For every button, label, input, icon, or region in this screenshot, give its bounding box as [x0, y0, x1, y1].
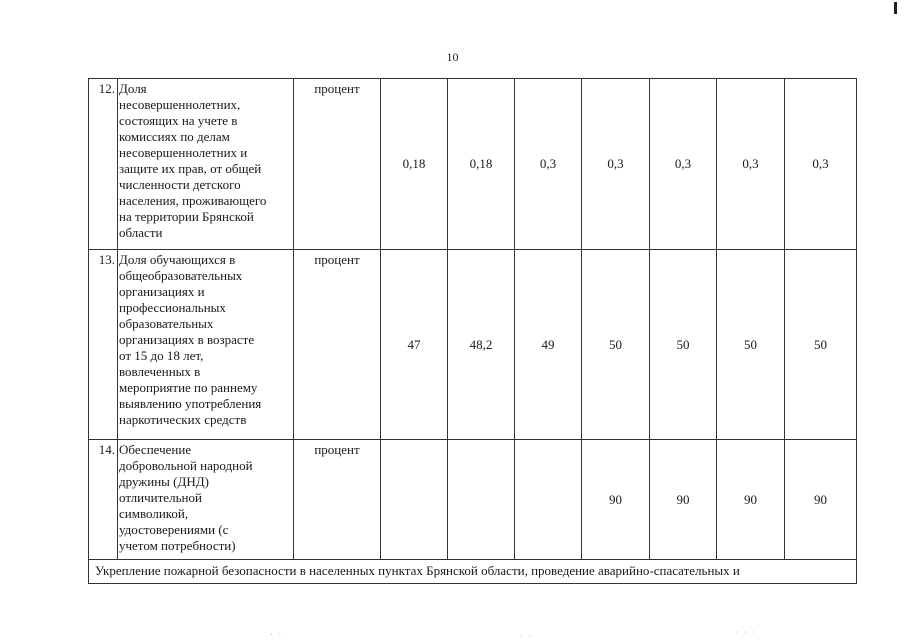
- value-cell: 90: [717, 440, 785, 560]
- value-cell: 90: [650, 440, 717, 560]
- indicator-name: Доля несовершеннолетних, состоящих на учете в комиссиях по делам несовершеннолетних и защите их прав, от общей численности детского населения, проживающего на территории Брянской области: [119, 81, 267, 240]
- value-cell: 90: [785, 440, 857, 560]
- value-cell: 0,3: [717, 79, 785, 250]
- scan-noise: · ·: [270, 630, 284, 639]
- value-cell: 0,3: [515, 79, 582, 250]
- unit-cell: процент: [294, 79, 381, 250]
- indicator-name-cell: [118, 79, 294, 250]
- value-cell: 49: [515, 250, 582, 440]
- scan-noise: · ·: [520, 632, 534, 641]
- indicator-name-cell: [118, 440, 294, 560]
- table-row: [89, 440, 857, 560]
- value-cell: 0,3: [785, 79, 857, 250]
- indicator-name: Доля обучающихся в общеобразовательных организациях и профессиональных образовательных организациях в возрасте от 15 до 18 лет, вовлеченных в мероприятие по раннему выявлению употребления наркотических средств: [119, 252, 262, 427]
- scan-corner-mark: [894, 2, 897, 14]
- section-heading-row: [89, 560, 857, 584]
- unit-cell: процент: [294, 440, 381, 560]
- value-cell: 50: [717, 250, 785, 440]
- value-cell: 0,18: [381, 79, 448, 250]
- indicator-name: Обеспечение добровольной народной дружины (ДНД) отличительной символикой, удостоверениями (с учетом потребности): [119, 442, 253, 553]
- value-cell: 90: [582, 440, 650, 560]
- table-row: [89, 250, 857, 440]
- value-cell: 0,3: [582, 79, 650, 250]
- row-number: 12.: [89, 79, 118, 250]
- table-row: [89, 79, 857, 250]
- page-number: 10: [446, 50, 459, 64]
- value-cell: 50: [582, 250, 650, 440]
- scan-noise: · · ·: [735, 628, 757, 637]
- section-heading: Укрепление пожарной безопасности в населенных пунктах Брянской области, проведение аварийно-спасательных и: [89, 560, 857, 584]
- value-cell: 50: [650, 250, 717, 440]
- value-cell: 48,2: [448, 250, 515, 440]
- row-number: 14.: [89, 440, 118, 560]
- value-cell: [381, 440, 448, 560]
- unit-cell: процент: [294, 250, 381, 440]
- indicator-name-cell: [118, 250, 294, 440]
- value-cell: 0,18: [448, 79, 515, 250]
- value-cell: [448, 440, 515, 560]
- row-number: 13.: [89, 250, 118, 440]
- indicators-table: [88, 78, 857, 584]
- value-cell: 47: [381, 250, 448, 440]
- value-cell: 0,3: [650, 79, 717, 250]
- value-cell: 50: [785, 250, 857, 440]
- value-cell: [515, 440, 582, 560]
